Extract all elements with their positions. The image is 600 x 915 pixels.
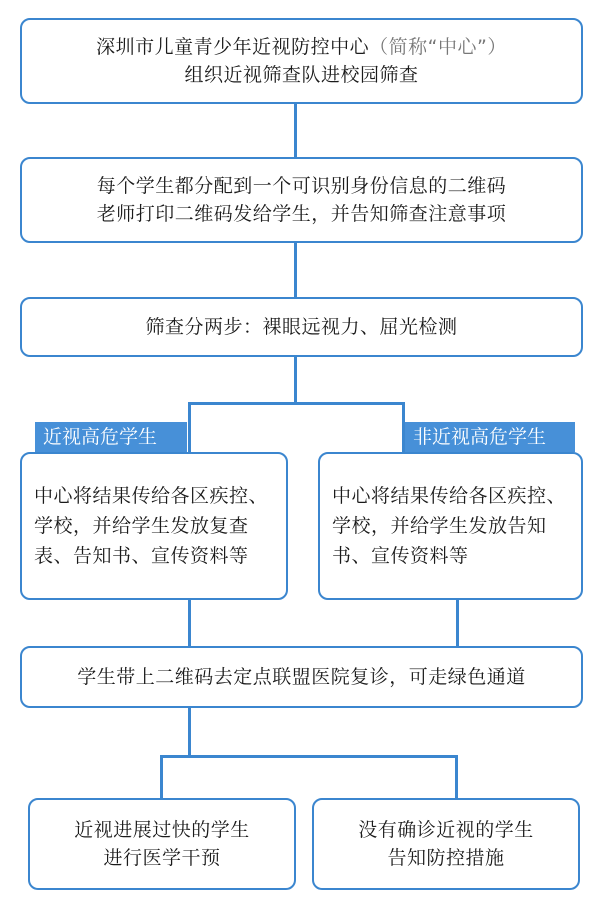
left-branch-text: 中心将结果传给各区疾控、学校，并给学生发放复查表、告知书、宣传资料等 <box>34 485 269 567</box>
right-branch-box <box>318 452 583 600</box>
step-1-note: （简称“中心”） <box>369 36 507 58</box>
right-branch-label: 非近视高危学生 <box>405 422 575 452</box>
left-branch-box <box>20 452 288 600</box>
connector-right-step4 <box>456 598 459 646</box>
outcome-right-box <box>312 798 580 890</box>
connector-1-2 <box>294 102 297 157</box>
split-horizontal <box>188 402 405 405</box>
step-4-box <box>20 646 583 708</box>
connector-step4-outcomes <box>188 706 191 758</box>
step-1-main-text: 深圳市儿童青少年近视防控中心 <box>96 36 370 58</box>
outcome-right-drop <box>455 755 458 800</box>
step-1-line-2: 组织近视筛查队进校园筛查 <box>184 64 419 86</box>
outcome-left-line-1: 近视进展过快的学生 <box>74 819 250 841</box>
split-left-drop <box>188 402 191 454</box>
outcome-left-box <box>28 798 296 890</box>
right-branch-text: 中心将结果传给各区疾控、学校，并给学生发放告知书、宣传资料等 <box>332 485 567 567</box>
connector-2-3 <box>294 242 297 297</box>
left-branch-label: 近视高危学生 <box>35 422 187 452</box>
step-4-text: 学生带上二维码去定点联盟医院复诊，可走绿色通道 <box>77 666 526 688</box>
connector-3-split <box>294 355 297 404</box>
outcome-left-line-2: 进行医学干预 <box>103 847 221 869</box>
outcome-split-horizontal <box>188 755 458 758</box>
outcome-right-line-2: 告知防控措施 <box>387 847 505 869</box>
step-1-box <box>20 18 583 104</box>
outcome-left-vertical <box>160 755 163 800</box>
step-2-line-2: 老师打印二维码发给学生，并告知筛查注意事项 <box>96 203 507 225</box>
outcome-right-line-1: 没有确诊近视的学生 <box>358 819 534 841</box>
step-2-box <box>20 157 583 243</box>
step-1-line-1 <box>96 33 507 61</box>
outcome-left-drop <box>160 755 190 758</box>
connector-left-step4 <box>188 598 191 646</box>
step-3-text: 筛查分两步：裸眼远视力、屈光检测 <box>145 316 458 338</box>
step-3-box <box>20 297 583 357</box>
step-2-line-1: 每个学生都分配到一个可识别身份信息的二维码 <box>96 175 507 197</box>
